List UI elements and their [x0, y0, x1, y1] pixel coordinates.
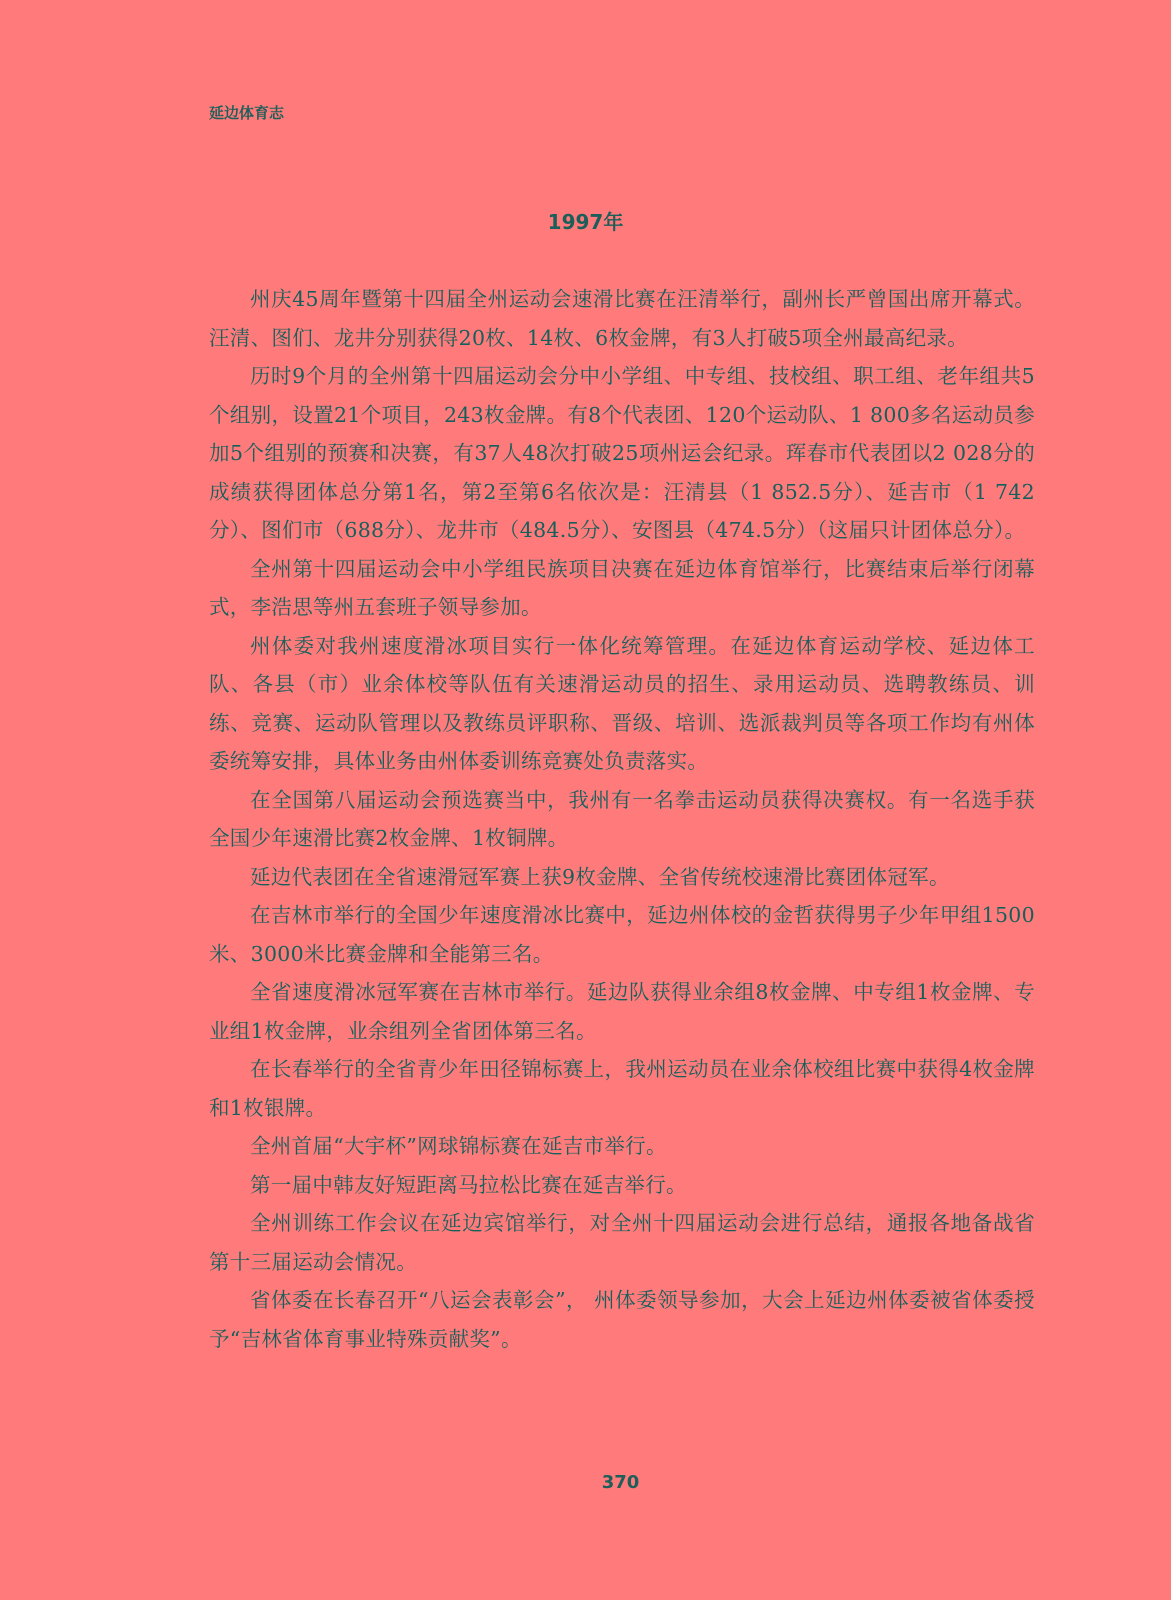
- paragraph: 历时9个月的全州第十四届运动会分中小学组、中专组、技校组、职工组、老年组共5个组别，设置21个项目，243枚金牌。有8个代表团、120个运动队、1 800多名运动员参加5个组别的预赛和决赛，有37人48次打破25项州运会纪录。珲春市代表团以2 028分的成绩获得团体总分第1名，第2至第6名依次是：汪清县（1 852.5分）、延吉市（1 742分）、图们市（688分）、龙井市（484.5分）、安图县（474.5分）（这届只计团体总分）。: [209, 364, 1035, 542]
- paragraph: 全州第十四届运动会中小学组民族项目决赛在延边体育馆举行，比赛结束后举行闭幕式，李浩思等州五套班子领导参加。: [209, 556, 1035, 619]
- paragraph: 在全国第八届运动会预选赛当中，我州有一名拳击运动员获得决赛权。有一名选手获全国少年速滑比赛2枚金牌、1枚铜牌。: [209, 787, 1035, 850]
- paragraph: 州体委对我州速度滑冰项目实行一体化统筹管理。在延边体育运动学校、延边体工队、各县（市）业余体校等队伍有关速滑运动员的招生、录用运动员、选聘教练员、训练、竞赛、运动队管理以及教练员评职称、晋级、培训、选派裁判员等各项工作均有州体委统筹安排，具体业务由州体委训练竞赛处负责落实。: [209, 633, 1035, 773]
- paragraph: 全州训练工作会议在延边宾馆举行，对全州十四届运动会进行总结，通报各地备战省第十三届运动会情况。: [209, 1211, 1035, 1274]
- paragraph: 第一届中韩友好短距离马拉松比赛在延吉举行。: [250, 1172, 687, 1197]
- body-text: [209, 280, 1035, 1358]
- paragraph: 在吉林市举行的全国少年速度滑冰比赛中，延边州体校的金哲获得男子少年甲组1500米、3000米比赛金牌和全能第三名。: [209, 903, 1035, 966]
- running-header: 延边体育志: [209, 104, 285, 122]
- paragraph: 全州首届“大宇杯”网球锦标赛在延吉市举行。: [250, 1134, 667, 1158]
- section-year-title: 1997年: [547, 210, 624, 234]
- paragraph: 省体委在长春召开“八运会表彰会”， 州体委领导参加，大会上延边州体委被省体委授予“吉林省体育事业特殊贡献奖”。: [209, 1288, 1035, 1351]
- paragraph: 州庆45周年暨第十四届全州运动会速滑比赛在汪清举行，副州长严曾国出席开幕式。汪清、图们、龙井分别获得20枚、14枚、6枚金牌，有3人打破5项全州最高纪录。: [209, 287, 1035, 350]
- paragraph: 在长春举行的全省青少年田径锦标赛上，我州运动员在业余体校组比赛中获得4枚金牌和1枚银牌。: [209, 1057, 1035, 1120]
- paragraph: 延边代表团在全省速滑冠军赛上获9枚金牌、全省传统校速滑比赛团体冠军。: [250, 864, 950, 889]
- paragraph: 全省速度滑冰冠军赛在吉林市举行。延边队获得业余组8枚金牌、中专组1枚金牌、专业组1枚金牌，业余组列全省团体第三名。: [209, 980, 1035, 1043]
- page-number: 370: [601, 1472, 640, 1493]
